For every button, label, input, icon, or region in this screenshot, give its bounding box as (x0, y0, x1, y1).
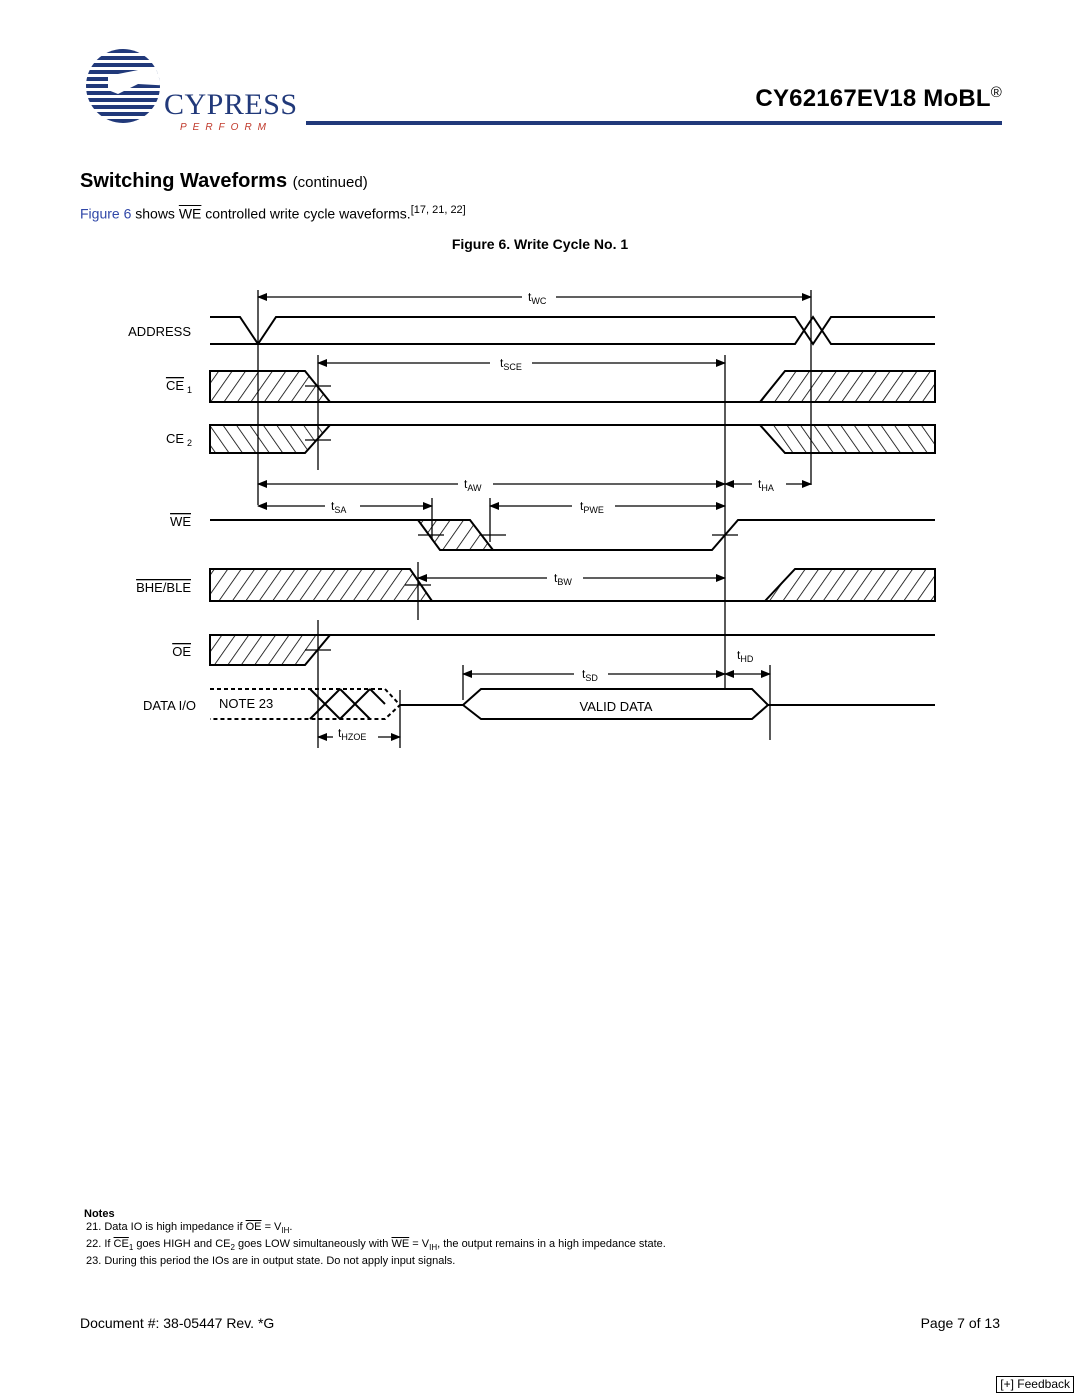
feedback-link[interactable]: [+] Feedback (996, 1376, 1074, 1393)
document-number: Document #: 38-05447 Rev. *G (80, 1315, 275, 1331)
logo-tagline: PERFORM (180, 122, 272, 133)
timing-label-tpwe: $t_{PWE}$ (580, 499, 604, 515)
we-waveform (210, 520, 935, 550)
reference-notes[interactable]: [17, 21, 22] (410, 204, 466, 216)
registered-mark: ® (990, 84, 1002, 101)
signal-label-address: ADDRESS (128, 324, 191, 339)
header-rule (306, 121, 1002, 125)
signal-label-ce2: CE (165, 431, 184, 446)
cypress-logo (78, 46, 308, 136)
signal-label-ce1: CE (165, 378, 184, 393)
figure-caption: Figure 6. Write Cycle No. 1 (451, 236, 629, 252)
signal-label-bhe-ble: BHE/BLE (136, 580, 191, 595)
data-io-waveform (210, 689, 935, 719)
timing-label-tha: $t_{HA}$ (758, 477, 774, 493)
timing-label-tsce: $t_{SCE}$ (500, 356, 522, 372)
address-waveform (210, 317, 935, 344)
logo-wordmark: CYPRESS (164, 88, 298, 121)
timing-label-thd: $t_{HD}$ (737, 648, 754, 664)
timing-label-tsa: $t_{SA}$ (331, 499, 347, 515)
note-23: 23. During this period the IOs are in output state. Do not apply input signals. (86, 1255, 456, 1267)
notes-title: Notes (84, 1208, 115, 1220)
part-number: CY62167EV18 MoBL® (755, 84, 1002, 112)
intro-text: Figure 6 shows $\overline{WE}$ controlled write cycle waveforms.[17, 21, 22] (80, 204, 466, 222)
signal-label-data-io: DATA I/O (143, 698, 196, 713)
write-cycle-timing-diagram (0, 280, 1080, 760)
timing-label-taw: $t_{AW}$ (464, 477, 482, 493)
page-number: Page 7 of 13 (920, 1315, 1000, 1331)
bhe-ble-waveform (210, 569, 935, 601)
valid-data-label: VALID DATA (579, 699, 653, 714)
note-23-label: NOTE 23 (219, 696, 274, 711)
timing-label-tsd: $t_{SD}$ (582, 667, 598, 683)
note-22: 22. If $\overline{CE}_1$ goes HIGH and $CE_2$ goes LOW simultaneously with $\overline{WE} = V_{IH}$, the output remains in a high impedance state. (86, 1238, 666, 1253)
note-21: 21. Data IO is high impedance if $\overline{OE} = V_{IH}$. (86, 1221, 293, 1236)
figure-link[interactable]: Figure 6 (80, 205, 132, 222)
signal-label-ce1-sub: 1 (186, 385, 192, 395)
signal-label-oe: OE (172, 644, 191, 659)
signal-label-ce2-sub: 2 (186, 438, 192, 448)
ce2-waveform (210, 425, 935, 453)
timing-label-twc: $t_{WC}$ (528, 290, 547, 306)
section-title: Switching Waveforms (continued) (80, 170, 368, 192)
signal-label-we: WE (170, 514, 191, 529)
timing-label-tbw: $t_{BW}$ (554, 571, 572, 587)
timing-label-thzoe: $t_{HZOE}$ (338, 726, 367, 742)
globe-icon (78, 49, 173, 123)
